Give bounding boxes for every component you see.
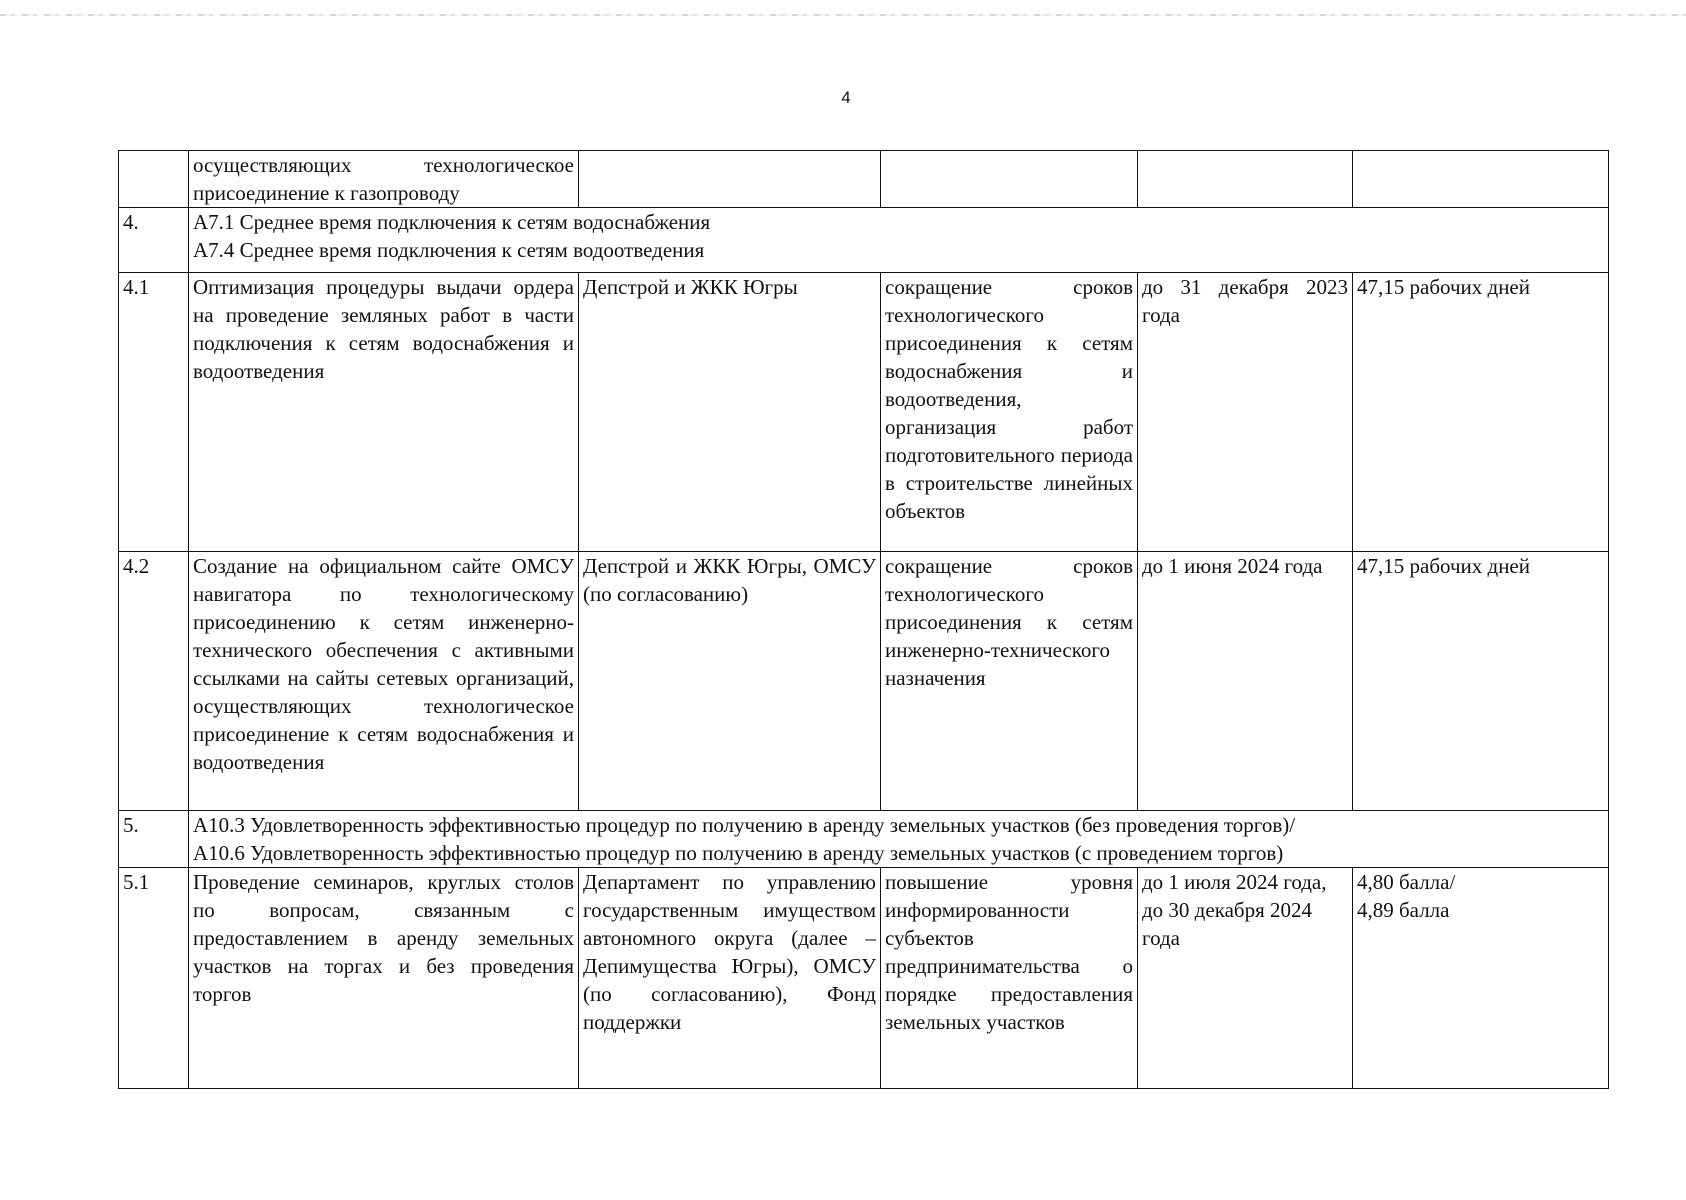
row-number-cell: 5.1: [119, 868, 189, 1089]
result-cell: повышение уровня информированности субъектов предпринимательства о порядке предоставления земельных участков: [881, 868, 1138, 1089]
result-cell: [881, 151, 1138, 208]
result-cell: сокращение сроков технологического присоединения к сетям инженерно-технического назначения: [881, 552, 1138, 811]
section-number-cell: 5.: [119, 811, 189, 868]
scan-edge: [0, 14, 1686, 16]
section-title-line: А10.3 Удовлетворенность эффективностью процедур по получению в аренду земельных участков (без проведения торгов)/: [193, 813, 1296, 837]
responsible-cell: Департамент по управлению государственным имуществом автономного округа (далее – Депимущества Югры), ОМСУ (по согласованию), Фонд поддержки: [579, 868, 881, 1089]
section-title-cell: [189, 208, 1609, 273]
section-row: [119, 811, 1609, 868]
section-title-cell: [189, 811, 1609, 868]
indicator-cell: 47,15 рабочих дней: [1353, 552, 1609, 811]
measures-table: [118, 150, 1609, 1089]
indicator-cell: [1353, 151, 1609, 208]
table-row: [119, 552, 1609, 811]
table-row: [119, 151, 1609, 208]
row-number-cell: 4.1: [119, 273, 189, 552]
deadline-line: до 30 декабря 2024 года: [1142, 898, 1312, 950]
activity-cell: Проведение семинаров, круглых столов по вопросам, связанным с предоставлением в аренду земельных участков на торгах и без проведения торгов: [189, 868, 579, 1089]
deadline-cell: до 1 июня 2024 года: [1138, 552, 1353, 811]
row-number-cell: 4.2: [119, 552, 189, 811]
activity-cell: Создание на официальном сайте ОМСУ навигатора по технологическому присоединению к сетям инженерно-технического обеспечения с активными ссылками на сайты сетевых организаций, осуществляющих технологическое присоединение к сетям водоснабжения и водоотведения: [189, 552, 579, 811]
row-number-cell: [119, 151, 189, 208]
page-number: 4: [841, 88, 851, 107]
deadline-line: до 1 июля 2024 года,: [1142, 870, 1327, 894]
section-number-cell: 4.: [119, 208, 189, 273]
indicator-cell: [1353, 868, 1609, 1089]
indicator-line: 4,89 балла: [1357, 898, 1450, 922]
responsible-cell: [579, 151, 881, 208]
responsible-cell: Депстрой и ЖКК Югры, ОМСУ (по согласованию): [579, 552, 881, 811]
section-title-line: А7.1 Среднее время подключения к сетям водоснабжения: [193, 210, 711, 234]
result-cell: сокращение сроков технологического присоединения к сетям водоснабжения и водоотведения, организация работ подготовительного периода в строительстве линейных объектов: [881, 273, 1138, 552]
indicator-line: 4,80 балла/: [1357, 870, 1456, 894]
responsible-cell: Депстрой и ЖКК Югры: [579, 273, 881, 552]
section-title-line: А7.4 Среднее время подключения к сетям водоотведения: [193, 238, 705, 262]
indicator-cell: 47,15 рабочих дней: [1353, 273, 1609, 552]
deadline-cell: [1138, 151, 1353, 208]
section-title-line: А10.6 Удовлетворенность эффективностью процедур по получению в аренду земельных участков (с проведением торгов): [193, 841, 1284, 865]
table-row: [119, 273, 1609, 552]
section-row: [119, 208, 1609, 273]
table-row: [119, 868, 1609, 1089]
activity-cell: Оптимизация процедуры выдачи ордера на проведение земляных работ в части подключения к сетям водоснабжения и водоотведения: [189, 273, 579, 552]
deadline-cell: [1138, 868, 1353, 1089]
activity-cell: осуществляющих технологическое присоединение к газопроводу: [189, 151, 579, 208]
deadline-cell: до 31 декабря 2023 года: [1138, 273, 1353, 552]
